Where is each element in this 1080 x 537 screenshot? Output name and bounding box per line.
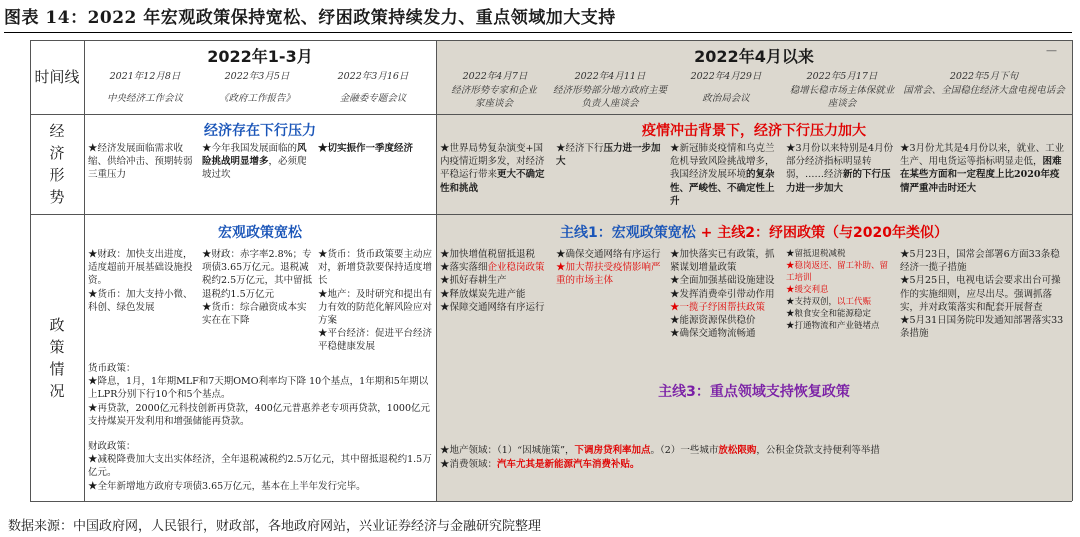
row-label-economy: 经济形势	[49, 122, 65, 206]
policy-right-text: ★加快落实已有政策，抓紧谋划增量政策 ★全面加强基础设施建设 ★发挥消费牵引带动作用 ★一揽子纾困帮扶政策 ★能源资源保供稳价 ★确保交通物流畅通	[670, 249, 775, 340]
event-name: 《政府工作报告》	[218, 93, 295, 104]
policy-right-text: ★留抵退税减税 ★稳岗返还、留工补助、留工培训 ★缓交利息 ★支持双创，以工代赈 ★粮食安全和能源稳定 ★打通物流和产业链堵点	[786, 249, 889, 331]
event-date: 2022年5月下旬	[949, 71, 1019, 82]
timeline-row-bottom	[30, 114, 1072, 115]
economy-left-text: ★经济发展面临需求收缩、供给冲击、预期转弱三重压力	[88, 143, 193, 181]
row-label-policy: 政策情况	[49, 315, 65, 400]
policy-left-text: ★财政：加快支出进度，适度超前开展基础设施投资。 ★货币：加大支持小微、科创、绿色发展	[88, 249, 193, 313]
event-name: 政治局会议	[702, 93, 750, 104]
figure-title: 图表 14：2022 年宏观政策保持宽松、纾困政策持续发力、重点领域加大支持	[4, 8, 616, 28]
policy-right-text: ★确保交通网络有序运行 ★加大帮扶受疫情影响严重的市场主体	[556, 249, 661, 287]
event-date: 2022年3月5日	[224, 71, 290, 82]
policy-right-text: ★加快增值税留抵退税 ★落实落细企业稳岗政策 ★抓好春耕生产 ★释放煤炭先进产能 ★保障交通网络有序运行	[440, 249, 545, 313]
period-header-right: 2022年4月以来	[694, 47, 814, 66]
policy-left-heading: 宏观政策宽松	[218, 225, 302, 241]
table-bottom-border	[30, 501, 1072, 502]
economy-right-text: ★3月份尤其是4月份以来，就业、工业生产、用电货运等指标明显走低，困难在某些方面和一定程度上比2020年疫情严重冲击时还大	[900, 143, 1065, 194]
event-name: 稳增长稳市场主体保就业座谈会	[789, 85, 895, 109]
policy-monetary-text: 货币政策： ★降息，1月，1年期MLF和7天期OMO利率均下降 10个基点，1年期和5年期以上LPR分别下行10个和5个基点。 ★再贷款，2000亿元科技创新再贷款，400亿元普惠养老专项再贷款，1000亿元支持煤炭开发利用和增强储能再贷款。	[88, 363, 430, 427]
event-name: 国常会、全国稳住经济大盘电视电话会	[903, 85, 1065, 96]
event-date: 2022年3月16日	[337, 71, 409, 82]
data-source-note: 数据来源：中国政府网，人民银行，财政部，各地政府网站，兴业证券经济与金融研究院整理	[8, 519, 542, 534]
economy-right-text: ★世界局势复杂演变+国内疫情近期多发，对经济平稳运行带来更大不确定性和挑战	[440, 143, 545, 194]
economy-row-bottom	[30, 214, 1072, 215]
economy-right-heading: 疫情冲击背景下，经济下行压力加大	[642, 123, 866, 139]
title-rule	[4, 32, 1072, 33]
event-date: 2022年4月11日	[574, 71, 646, 82]
consumption-policy-text: ★消费领域：汽车尤其是新能源汽车消费补贴。	[440, 459, 640, 470]
table-top-border	[30, 40, 1072, 41]
event-date: 2022年4月29日	[690, 71, 762, 82]
economy-left-heading: 经济存在下行压力	[204, 123, 316, 139]
label-column-border	[84, 40, 85, 501]
collapse-dash: —	[1046, 44, 1057, 57]
event-date: 2022年5月17日	[806, 71, 878, 82]
policy-right-text: ★5月23日，国常会部署6方面33条稳经济一揽子措施 ★5月25日，电视电话会要求出台可操作的实施细则，应尽出尽。强调抓落实，并对政策落实和配套开展督查 ★5月31日国务院印发通知部署落实33条措施	[900, 249, 1064, 340]
period-header-left: 2022年1-3月	[207, 47, 313, 66]
event-name: 金融委专题会议	[339, 93, 407, 104]
economy-right-text: ★3月份以来特别是4月份部分经济指标明显转弱，……经济新的下行压力进一步加大	[786, 143, 894, 194]
economy-left-text: ★今年我国发展面临的风险挑战明显增多，必须爬坡过坎	[202, 143, 307, 181]
policy-right-heading: 主线1：宏观政策宽松 + 主线2：纾困政策（与2020年类似）	[560, 225, 948, 241]
event-name: 经济形势部分地方政府主要负责人座谈会	[552, 85, 667, 109]
event-name: 中央经济工作会议	[106, 93, 183, 104]
policy-fiscal-text: 财政政策： ★减税降费加大支出实体经济，全年退税减税约2.5万亿元，其中留抵退税约1.5万亿元。 ★全年新增地方政府专项债3.65万亿元，基本在上半年发行完毕。	[88, 441, 432, 492]
event-date: 2021年12月8日	[109, 71, 181, 82]
mainline3-heading: 主线3：重点领域支持恢复政策	[658, 384, 850, 400]
economy-left-text: ★切实振作一季度经济	[318, 143, 414, 154]
period-divider	[436, 40, 437, 501]
row-label-timeline: 时间线	[34, 68, 80, 86]
policy-left-text: ★财政：赤字率2.8%；专项债3.65万亿元。退税减税约2.5万亿元，其中留抵退税约1.5万亿元 ★货币：综合融资成本实实在在下降	[202, 249, 313, 327]
table-right-border	[1072, 40, 1073, 501]
economy-right-text: ★经济下行压力进一步加大	[556, 143, 661, 168]
event-name: 经济形势专家和企业家座谈会	[451, 85, 537, 109]
policy-left-text: ★货币：货币政策要主动应对，新增贷款要保持适度增长 ★地产：及时研究和提出有力有效的防范化解风险应对方案 ★平台经济：促进平台经济平稳健康发展	[318, 249, 433, 353]
event-date: 2022年4月7日	[462, 71, 528, 82]
economy-right-text: ★新冠肺炎疫情和乌克兰危机导致风险挑战增多，我国经济发展环境的复杂性、严峻性、不确定性上升	[670, 143, 775, 207]
property-policy-text: ★地产领域：（1）“因城施策”，下调房贷利率加点。（2）一些城市放松限购，公积金贷款支持便利等举措	[440, 445, 880, 456]
